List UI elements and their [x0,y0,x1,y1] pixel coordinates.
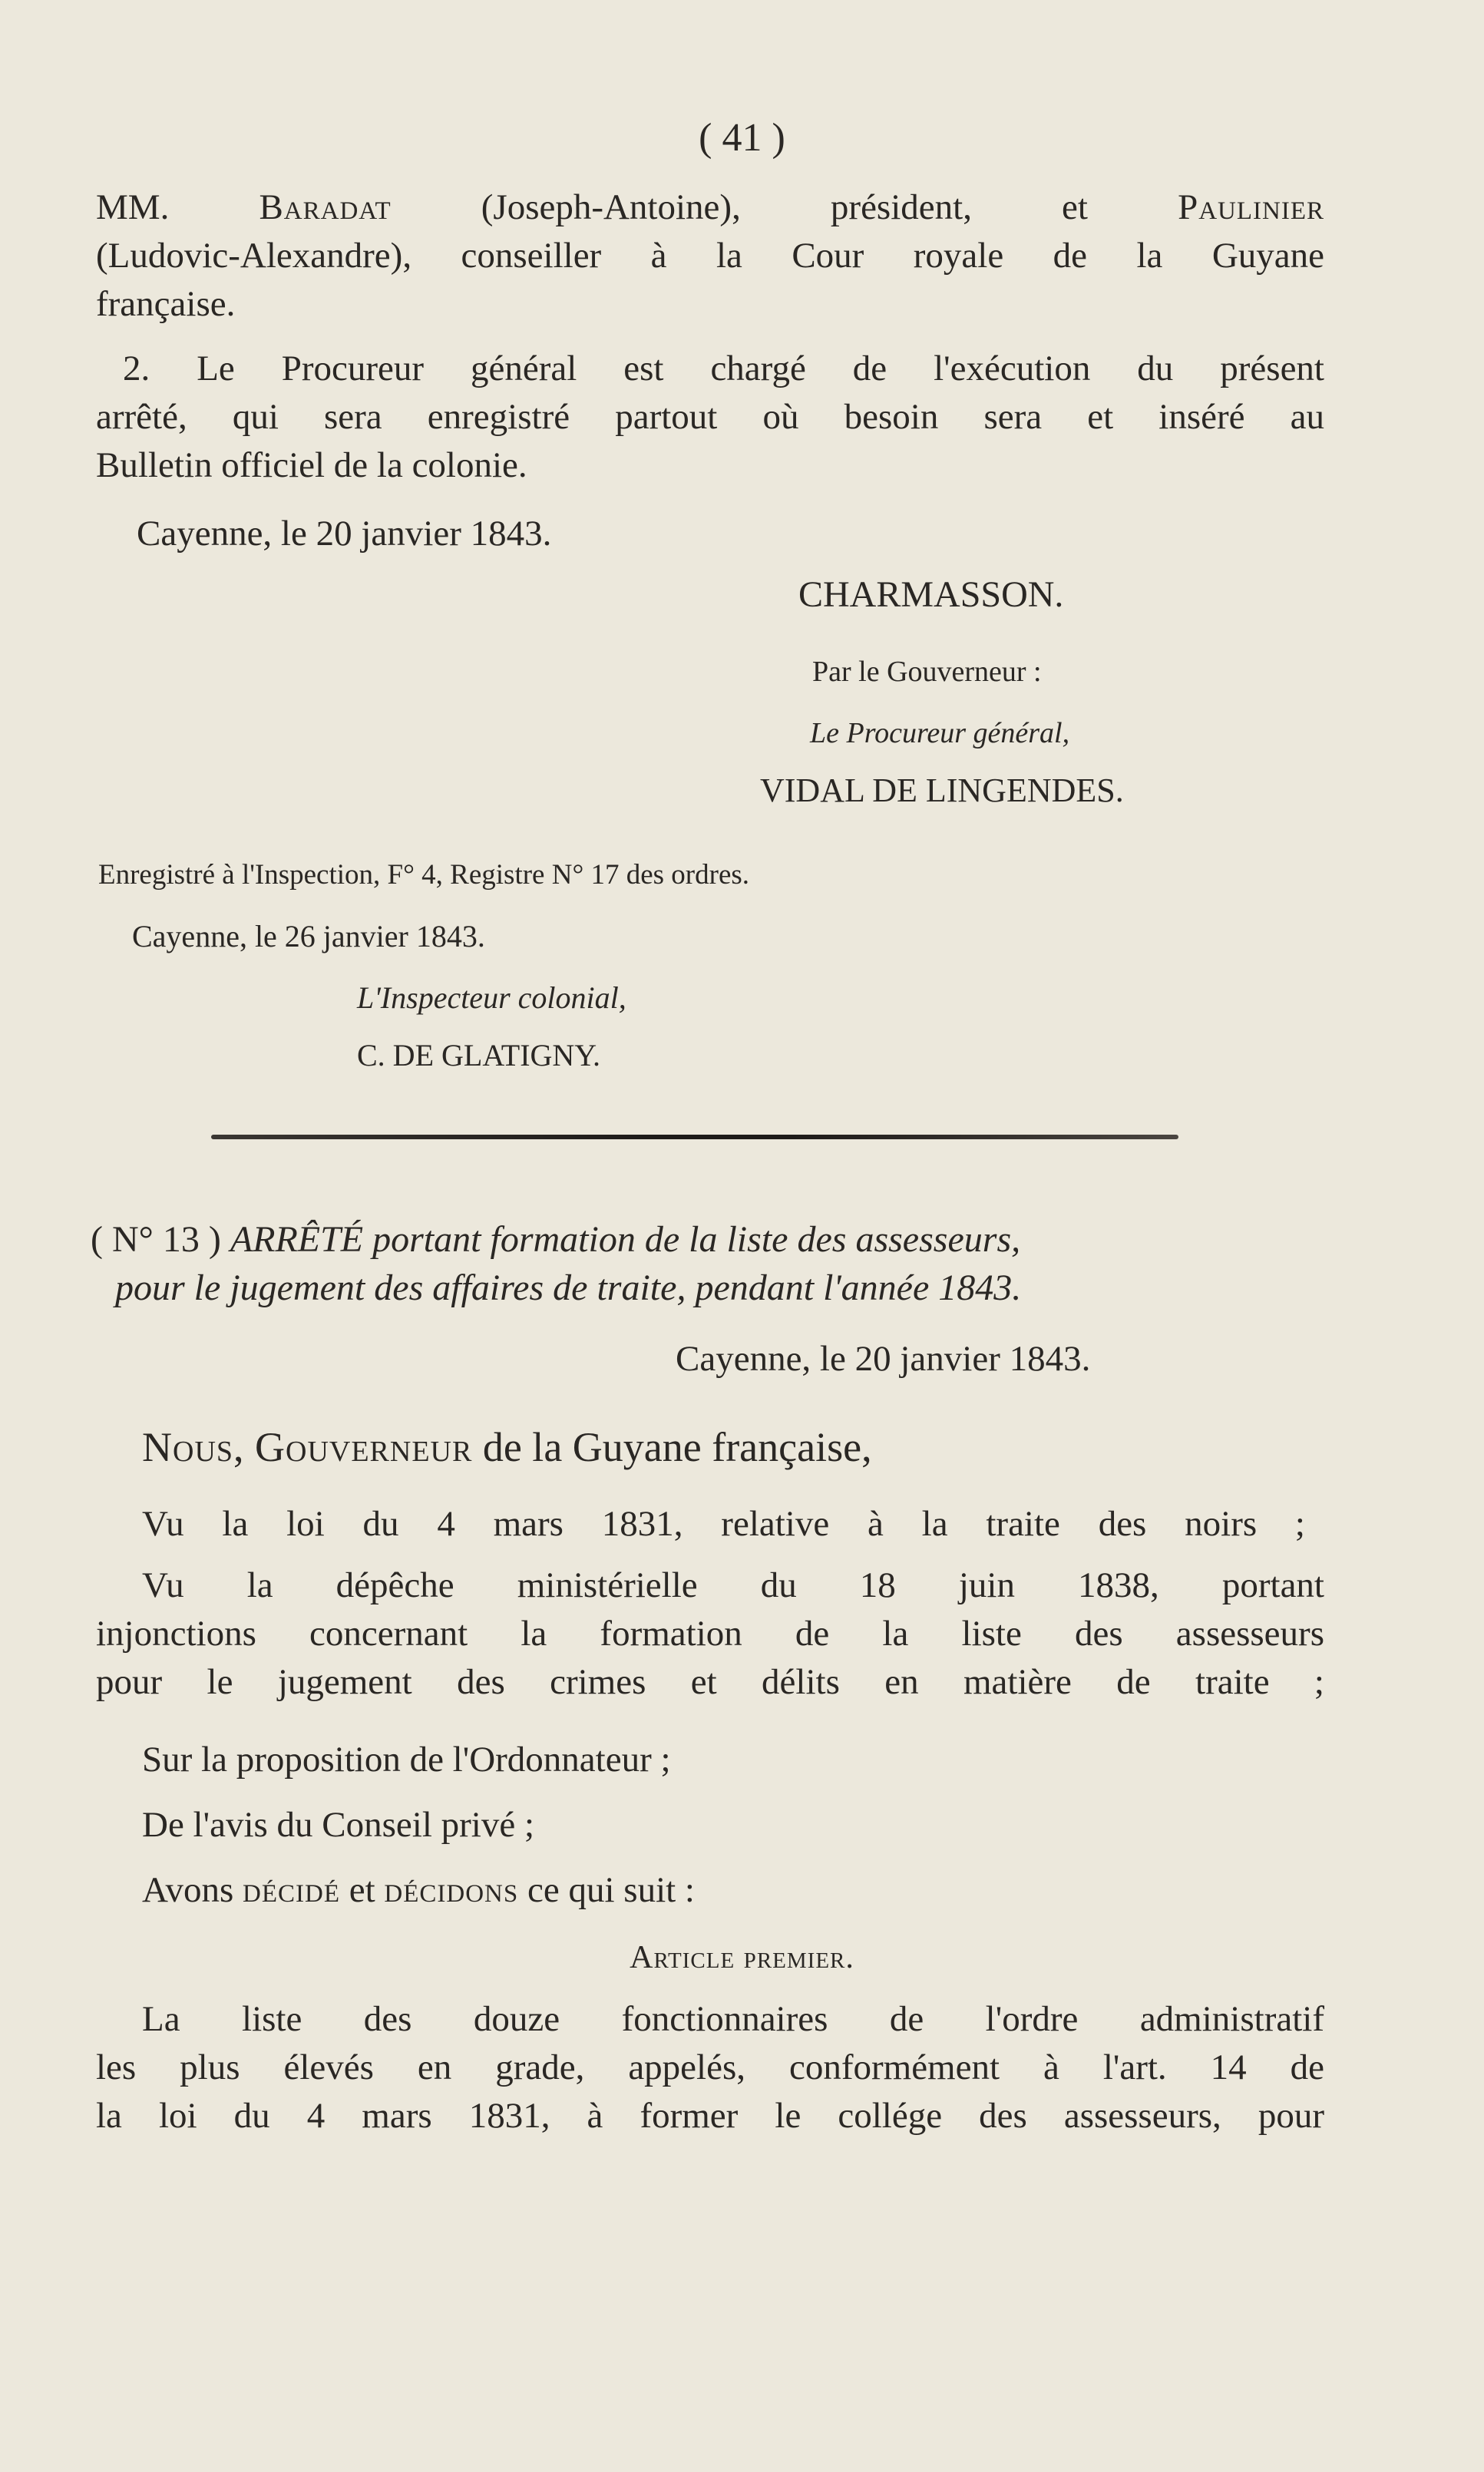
decidons-word: décidons [384,1870,519,1910]
arrete-heading-line-1 [91,1217,1319,1263]
inspecteur-title: L'Inspecteur colonial, [357,980,626,1015]
par-le-gouverneur: Par le Gouverneur : [812,656,1042,688]
signature-vidal: VIDAL DE LINGENDES. [760,772,1124,809]
enregistrement-line: Enregistré à l'Inspection, F° 4, Registre N° 17 des ordres. [98,859,750,891]
article2-line-2: arrêté, qui sera enregistré partout où besoin sera et inséré au [96,397,1324,437]
vu-depeche-line-2: injonctions concernant la formation de la liste des assesseurs [96,1614,1324,1654]
date-cayenne-1: Cayenne, le 20 janvier 1843. [137,514,552,554]
vu-loi: Vu la loi du 4 mars 1831, relative à la traite des noirs ; [142,1504,1305,1544]
mm-abbrev: MM. [96,187,170,227]
article-premier-heading: Article premier. [630,1940,854,1975]
nous-word: Nous, [142,1424,245,1470]
page-number: ( 41 ) [699,116,785,160]
date-cayenne-2: Cayenne, le 20 janvier 1843. [676,1339,1091,1379]
vu-depeche-line-1: Vu la dépêche ministérielle du 18 juin 1838, portant [142,1565,1324,1605]
members-line-2: (Ludovic-Alexandre), conseiller à la Cour royale de la Guyane [96,236,1324,276]
sur-la-proposition: Sur la proposition de l'Ordonnateur ; [142,1740,671,1780]
final-line-2: les plus élevés en grade, appelés, conformément à l'art. 14 de [96,2047,1324,2087]
avons-decide [142,1867,1370,1913]
avons-word: Avons [142,1870,234,1910]
arrete-number: ( N° 13 ) [91,1219,221,1260]
members-line-1 [96,184,1324,230]
nous-gouverneur [142,1424,1217,1470]
name-baradat: Baradat [259,187,392,227]
ce-qui-suit: ce qui suit : [527,1870,695,1910]
et-word: et [349,1870,375,1910]
decide-word: décidé [243,1870,340,1910]
arrete-heading-line-2: pour le jugement des affaires de traite, pendant l'année 1843. [115,1267,1022,1308]
guyane-phrase: de la Guyane française, [482,1424,872,1470]
arrete-title-1: ARRÊTÉ portant formation de la liste des assesseurs, [230,1219,1021,1260]
final-line-1: La liste des douze fonctionnaires de l'ordre administratif [142,1999,1324,2039]
vu-depeche-line-3: pour le jugement des crimes et délits en matière de traite ; [96,1662,1324,1702]
signature-glatigny: C. DE GLATIGNY. [357,1038,601,1072]
article2-line-1: 2. Le Procureur général est chargé de l'exécution du présent [123,349,1324,388]
section-divider [211,1135,1178,1139]
de-l-avis: De l'avis du Conseil privé ; [142,1805,535,1845]
members-line-3: française. [96,284,236,324]
article2-line-3: Bulletin officiel de la colonie. [96,445,527,485]
gouverneur-word: Gouverneur [255,1424,473,1470]
procureur-title: Le Procureur général, [810,717,1070,749]
baradat-details: (Joseph-Antoine), président, et [481,187,1088,227]
enregistrement-date: Cayenne, le 26 janvier 1843. [132,919,485,953]
final-line-3: la loi du 4 mars 1831, à former le collége des assesseurs, pour [96,2096,1324,2136]
name-paulinier: Paulinier [1178,187,1325,227]
signature-charmasson: CHARMASSON. [798,574,1064,615]
